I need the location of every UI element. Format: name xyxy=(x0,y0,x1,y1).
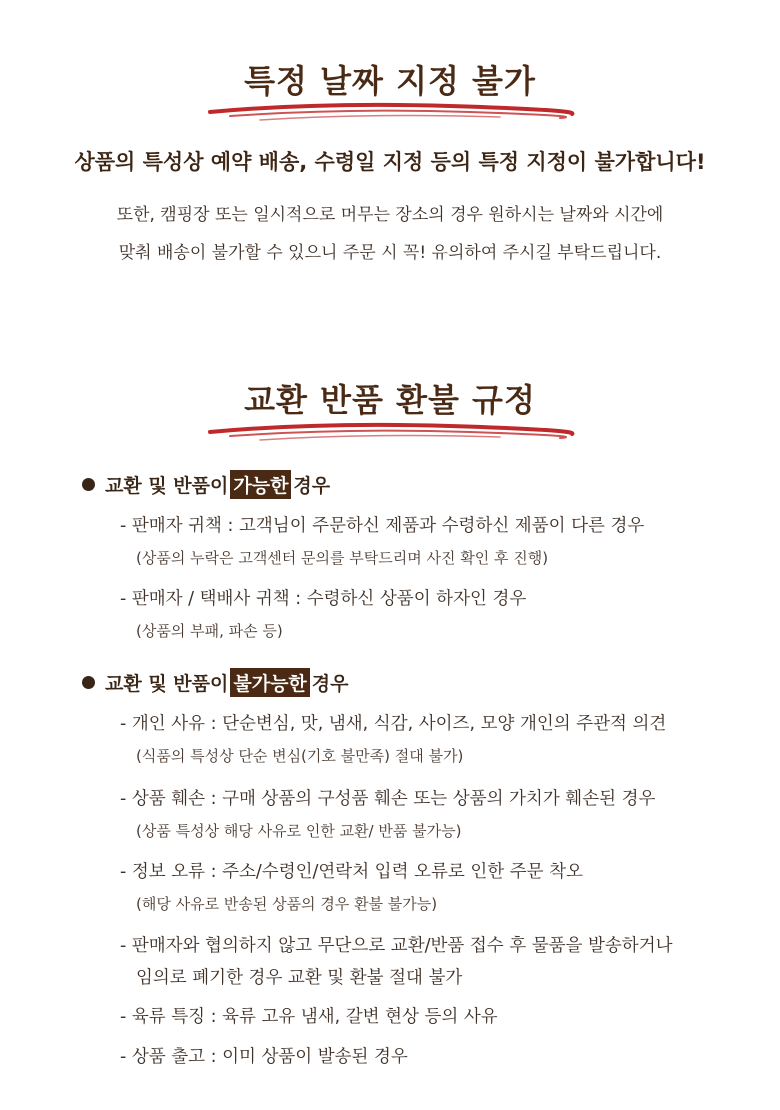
body-line-1: 또한, 캠핑장 또는 일시적으로 머무는 장소의 경우 원하시는 날짜와 시간에 xyxy=(116,205,664,225)
impossible-item-2: - 상품 훼손 : 구매 상품의 구성품 훼손 또는 상품의 가치가 훼손된 경우 xyxy=(120,789,656,809)
impossible-item-1: - 개인 사유 : 단순변심, 맛, 냄새, 식감, 사이즈, 모양 개인의 주관적 의견 xyxy=(120,714,667,734)
bullet-dot-icon xyxy=(82,676,95,689)
impossible-note-2: (상품 특성상 해당 사유로 인한 교환/ 반품 불가능) xyxy=(136,822,462,840)
impossible-suffix: 경우 xyxy=(311,673,349,695)
body-line-2: 맞춰 배송이 불가할 수 있으니 주문 시 꼭! 유의하여 주시길 부탁드립니다. xyxy=(118,243,662,263)
impossible-prefix: 교환 및 반품이 xyxy=(105,673,229,695)
possible-item-1: - 판매자 귀책 : 고객님이 주문하신 제품과 수령하신 제품이 다른 경우 xyxy=(120,516,645,536)
impossible-item-4: - 판매자와 협의하지 않고 무단으로 교환/반품 접수 후 물품을 발송하거나 xyxy=(120,936,673,956)
bullet-dot-icon xyxy=(82,478,95,491)
impossible-note-1: (식품의 특성상 단순 변심(기호 불만족) 절대 불가) xyxy=(136,747,464,765)
impossible-item-5: - 육류 특징 : 육류 고유 냄새, 갈변 현상 등의 사유 xyxy=(120,1007,498,1027)
lead-no-date: 상품의 특성상 예약 배송, 수령일 지정 등의 특정 지정이 불가합니다! xyxy=(74,150,706,174)
possible-note-2: (상품의 부패, 파손 등) xyxy=(136,622,283,640)
section-title-refund-policy: 교환 반품 환불 규정 xyxy=(244,381,536,419)
possible-item-2: - 판매자 / 택배사 귀책 : 수령하신 상품이 하자인 경우 xyxy=(120,589,527,609)
possible-note-1: (상품의 누락은 고객센터 문의를 부탁드리며 사진 확인 후 진행) xyxy=(136,549,549,567)
brush-underline-2 xyxy=(200,418,580,448)
impossible-heading xyxy=(82,668,349,697)
impossible-note-3: (해당 사유로 반송된 상품의 경우 환불 불가능) xyxy=(136,895,438,913)
brush-underline-1 xyxy=(200,98,580,128)
section-title-no-date: 특정 날짜 지정 불가 xyxy=(244,62,536,100)
impossible-item-4-cont: 임의로 폐기한 경우 교환 및 환불 절대 불가 xyxy=(136,968,463,988)
possible-prefix: 교환 및 반품이 xyxy=(105,475,229,497)
possible-heading xyxy=(82,470,330,499)
impossible-highlight: 불가능한 xyxy=(230,668,309,697)
possible-suffix: 경우 xyxy=(293,475,331,497)
impossible-item-6: - 상품 출고 : 이미 상품이 발송된 경우 xyxy=(120,1047,408,1067)
possible-highlight: 가능한 xyxy=(230,470,291,499)
impossible-item-3: - 정보 오류 : 주소/수령인/연락처 입력 오류로 인한 주문 착오 xyxy=(120,862,583,882)
